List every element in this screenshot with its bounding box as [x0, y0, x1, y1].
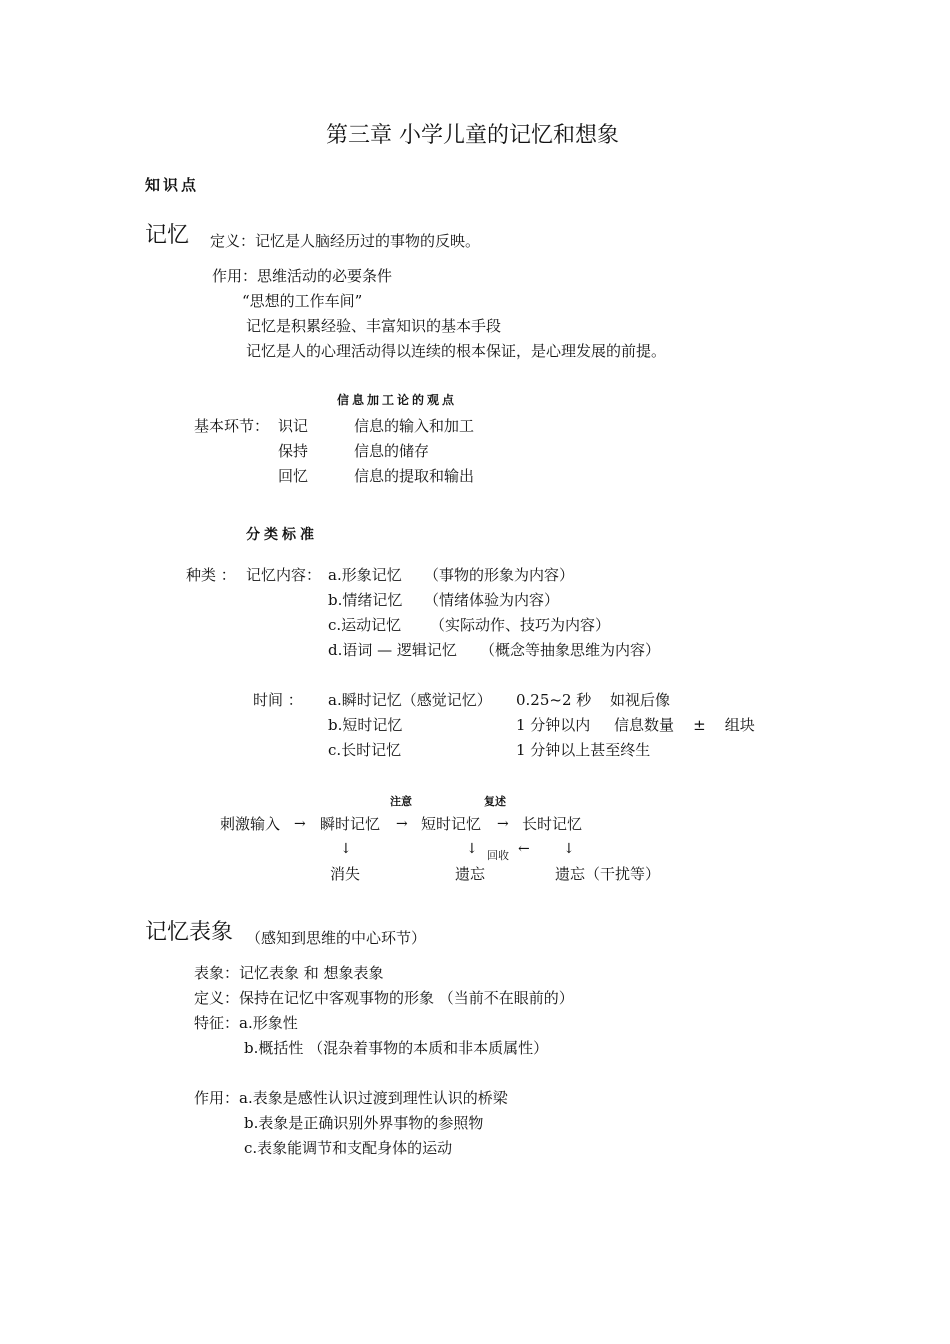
memory-function-item: “思想的工作车间” — [242, 292, 363, 310]
retrieval-label: 回收 — [487, 849, 509, 862]
time-item-name: b.短时记忆 — [328, 716, 403, 734]
time-label: 时间 ： — [253, 691, 303, 709]
classification-heading: 分类标准 — [246, 527, 318, 543]
representation-line: 表象：记忆表象 和 想象表象 — [194, 964, 384, 982]
attention-label: 注意 — [390, 795, 412, 808]
content-item-note: （实际动作、技巧为内容） — [430, 616, 611, 634]
representation-function-a: 作用：a.表象是感性认识过渡到理性认识的桥梁 — [194, 1089, 508, 1107]
representation-line: 特征：a.形象性 — [194, 1014, 298, 1032]
content-item-note: （概念等抽象思维为内容） — [480, 641, 661, 659]
time-item-duration: 1 分钟以内 — [516, 716, 591, 734]
step-desc: 信息的提取和输出 — [354, 467, 475, 485]
flow-forget-interference: 遗忘（干扰等） — [555, 865, 661, 883]
content-item-name: c.运动记忆 — [328, 616, 402, 634]
flow-stimulus: 刺激输入 — [220, 815, 281, 833]
arrow-down-icon: ↓ — [466, 841, 478, 857]
representation-function-c: c.表象能调节和支配身体的运动 — [244, 1139, 453, 1157]
arrow-left-icon: ← — [518, 841, 530, 857]
basic-steps-label: 基本环节： — [194, 417, 270, 435]
memory-function-item: 记忆是积累经验、丰富知识的基本手段 — [246, 317, 502, 335]
step-stage: 保持 — [278, 442, 309, 460]
rehearsal-label: 复述 — [484, 795, 506, 808]
representation-subtitle: （感知到思维的中心环节） — [246, 929, 427, 947]
step-stage: 回忆 — [278, 467, 309, 485]
memory-definition: 定义：记忆是人脑经历过的事物的反映。 — [210, 232, 481, 250]
content-item-note: （事物的形象为内容） — [424, 566, 575, 584]
representation-function-b: b.表象是正确识别外界事物的参照物 — [244, 1114, 484, 1132]
arrow-right-icon: → — [294, 816, 306, 832]
step-desc: 信息的输入和加工 — [354, 417, 475, 435]
flow-forget: 遗忘 — [455, 865, 486, 883]
memory-heading: 记忆 — [145, 223, 190, 248]
time-item-duration: 0.25~2 秒 — [516, 691, 592, 709]
time-item-name: a.瞬时记忆（感觉记忆） — [328, 691, 492, 709]
content-item-name: a.形象记忆 — [328, 566, 402, 584]
memory-function-item: 记忆是人的心理活动得以连续的根本保证，是心理发展的前提。 — [246, 342, 667, 360]
representation-feature-b: b.概括性 （混杂着事物的本质和非本质属性） — [244, 1039, 549, 1057]
arrow-down-icon: ↓ — [340, 841, 352, 857]
flow-sensory-memory: 瞬时记忆 — [320, 815, 381, 833]
flow-short-term-memory: 短时记忆 — [421, 815, 482, 833]
representation-heading: 记忆表象 — [145, 920, 234, 945]
flow-lost: 消失 — [330, 865, 361, 883]
arrow-right-icon: → — [497, 816, 509, 832]
memory-function-label: 作用：思维活动的必要条件 — [212, 267, 393, 285]
content-label: 记忆内容： — [246, 566, 322, 584]
info-processing-heading: 信息加工论的观点 — [337, 393, 458, 407]
step-desc: 信息的储存 — [354, 442, 430, 460]
arrow-right-icon: → — [396, 816, 408, 832]
time-item-name: c.长时记忆 — [328, 741, 402, 759]
time-item-duration: 1 分钟以上甚至终生 — [516, 741, 651, 759]
time-item-note: 如视后像 — [610, 691, 671, 709]
representation-line: 定义：保持在记忆中客观事物的形象 （当前不在眼前的） — [194, 989, 574, 1007]
content-item-name: b.情绪记忆 — [328, 591, 403, 609]
content-item-name: d.语词 — 逻辑记忆 — [328, 641, 457, 659]
type-label: 种类 ： — [186, 566, 236, 584]
content-item-note: （情绪体验为内容） — [424, 591, 560, 609]
step-stage: 识记 — [278, 417, 309, 435]
knowledge-heading: 知识点 — [145, 176, 200, 194]
arrow-down-icon: ↓ — [563, 841, 575, 857]
page-title: 第三章 小学儿童的记忆和想象 — [326, 123, 619, 148]
flow-long-term-memory: 长时记忆 — [522, 815, 583, 833]
time-item-note: 信息数量 ± 组块 — [614, 716, 755, 734]
